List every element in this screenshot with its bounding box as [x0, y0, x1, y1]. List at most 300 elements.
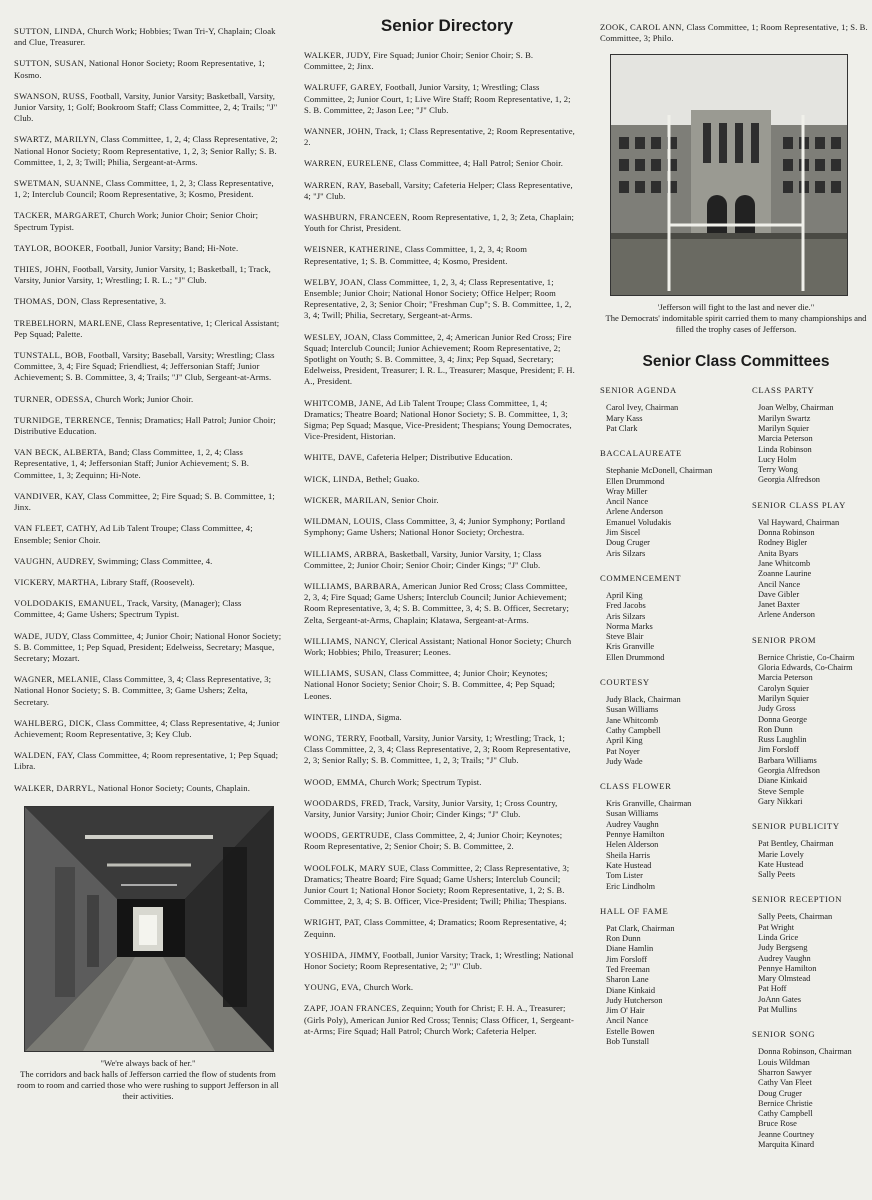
committee-title: SENIOR CLASS PLAY [752, 499, 846, 510]
committee-member: Cathy Campbell [758, 1109, 813, 1119]
committee-member: Pat Clark [606, 424, 638, 433]
committees-right-column [752, 385, 872, 1164]
committee-member: Pat Bentley, Chairman [758, 839, 834, 849]
committee-member: Marquita Kinard [758, 1140, 815, 1150]
committee-member: Sally Peets, Chairman [758, 912, 833, 922]
directory-entry [14, 674, 282, 708]
entry-activities: Football, Junior Varsity, 1; Wrestling; Class Committee, 2; Junior Court, 1; Live Wire Staff; Room Representative, 1, 2; S. B. Committee, 2; Jason Lee; "J" Club. [304, 82, 571, 115]
entry-activities: Track, Varsity, Junior Varsity, 1; Cross Country, Varsity, Junior Varsity; Junior Choir; Cinder Kings; "J" Club. [304, 797, 558, 819]
committee-member: Bruce Rose [758, 1119, 797, 1129]
entry-name: WILLIAMS, SUSAN, [304, 668, 387, 679]
entry-activities: Class Committee, 4; Room representative, 1; Pep Squad; Libra. [14, 750, 279, 772]
committee-member: Ron Dunn [606, 934, 641, 944]
entry-name: SWARTZ, MARILYN, [14, 134, 99, 145]
committee-member: Georgia Alfredson [758, 475, 820, 485]
committee-member: Doug Cruger [606, 538, 650, 548]
committee-member: Marie Lovely [758, 849, 804, 859]
hallway-caption-text: The corridors and back halls of Jefferson carried the flow of students from room to room and carried those who were rushing to support Jefferson in all their activities. [17, 1068, 279, 1101]
directory-entry [14, 598, 282, 620]
committee-member: Sharon Lane [606, 975, 649, 985]
directory-entry [304, 950, 576, 972]
directory-entry [304, 863, 576, 908]
left-entries [14, 26, 282, 794]
committee-member: Anita Byars [758, 548, 799, 558]
entry-activities: Class Representative, 3. [81, 296, 167, 307]
entry-activities: Football, Varsity, Junior Varsity, 1; Wrestling; Track, 1; Class Committee, 2, 3, 4; Class Representative, 2, 3; Room Representative, 2, 3; Senior Rally; S. B. Committee, 1, 2, 3; Trails; "J" Club. [304, 732, 571, 766]
committee-title: SENIOR PUBLICITY [752, 821, 840, 832]
committee-member: Sheila Harris [606, 850, 650, 860]
committee-member: Aris Silzars [606, 611, 646, 621]
committee-member: Fred Jacobs [606, 601, 646, 611]
committee-block [752, 385, 872, 485]
committee-member: Carol Ivey, Chairman [606, 403, 679, 413]
entry-name: WARREN, EURELENE, [304, 158, 397, 169]
entry-activities: Church Work; Junior Choir. [95, 393, 194, 404]
committee-member: Jim Forsloff [758, 745, 800, 755]
committee-member: Marilyn Squier [758, 693, 809, 703]
committee-member: Gloria Edwards, Co-Chairm [758, 663, 853, 673]
committee-member: Arlene Anderson [758, 610, 815, 620]
committee-member: Judy Black, Chairman [606, 695, 681, 705]
directory-entry [14, 491, 282, 513]
entry-name: WHITE, DAVE, [304, 452, 365, 463]
directory-entry [14, 26, 282, 48]
committee-block [752, 500, 872, 621]
entry-activities: Football, Varsity; Baseball, Varsity; Wrestling; Class Committee, 3, 4; Fire Squad; Friendliest, 4; Jeffersonian Staff; Junior Achievement; S. B. Committee, 3, 4; Trails; "J" Club, Sergeant-at-Arms. [14, 350, 275, 383]
entry-activities: Cafeteria Helper; Distributive Education. [366, 452, 513, 463]
directory-entry [14, 318, 282, 340]
entry-activities: Class Committee, 4; Class Representative, 4; Junior Achievement; Room Representative, 3; Key Club. [14, 717, 280, 739]
entry-activities: Clerical Assistant; National Honor Society; Church Work; Hobbies; Philo, Treasurer; Leones. [304, 635, 572, 657]
right-column [600, 22, 872, 1150]
committee-member: Aris Silzars [606, 548, 646, 558]
entry-name: TAYLOR, BOOKER, [14, 242, 94, 253]
entry-name: WOODS, GERTRUDE, [304, 830, 393, 841]
directory-entry [304, 777, 576, 788]
entry-name: WADE, JUDY, [14, 630, 70, 641]
directory-entry [304, 398, 576, 443]
committee-member: Jim Siscel [606, 528, 641, 538]
committee-member: Stephanie McDonell, Chairman [606, 466, 713, 476]
entry-name: VANDIVER, KAY, [14, 490, 86, 501]
directory-entry [304, 798, 576, 820]
directory-entry [14, 750, 282, 772]
entry-activities: Class Committee, 3, 4; Junior Symphony; Portland Symphony; Game Ushers; National Honor Society; Orchestra. [304, 516, 566, 538]
committee-member: Estelle Bowen [606, 1026, 655, 1036]
entry-activities: Class Committee, 1, 2, 3; Class Representative, 1, 2; Interclub Council; Room Representative, 3; Kosmo, President. [14, 178, 274, 200]
entry-name: WALKER, JUDY, [304, 50, 372, 60]
entry-activities: Class Representative, 1; Clerical Assistant; Pep Squad; Palette. [14, 317, 280, 339]
entry-name: YOSHIDA, JIMMY, [304, 949, 381, 960]
committees-title: Senior Class Committees [642, 353, 830, 371]
committee-member: April King [606, 736, 643, 746]
committee-member: JoAnn Gates [758, 994, 802, 1004]
page-title: Senior Directory [380, 16, 514, 35]
directory-entry [304, 712, 576, 723]
committee-member: April King [606, 590, 643, 600]
committee-member: Barbara Williams [758, 755, 817, 765]
directory-entry [304, 982, 576, 993]
entry-activities: Swimming; Class Committee, 4. [97, 555, 213, 566]
committee-member: Tom Lister [606, 871, 643, 881]
entry-name: WARREN, RAY, [304, 179, 367, 190]
committee-member: Kris Granville [606, 642, 655, 652]
committee-member: Marilyn Squier [758, 424, 809, 433]
entry-name: VAUGHN, AUDREY, [14, 555, 96, 566]
committee-member: Jeanne Courtney [758, 1129, 815, 1139]
committee-member: Judy Gross [758, 704, 796, 714]
committee-member: Susan Williams [606, 705, 659, 715]
committee-member: Louis Wildman [758, 1057, 810, 1067]
committee-member: Georgia Alfredson [758, 766, 820, 776]
directory-entry [304, 126, 576, 148]
committee-member: Bernice Christie, Co-Chairm [758, 652, 855, 662]
entry-name: WANNER, JOHN, [304, 126, 374, 137]
middle-column [304, 16, 576, 1047]
hallway-illustration [25, 807, 273, 1051]
committee-title: HALL OF FAME [600, 905, 669, 916]
entry-name: WAHLBERG, DICK, [14, 717, 94, 728]
committee-member: Joan Welby, Chairman [758, 403, 834, 413]
committee-member: Pat Clark, Chairman [606, 923, 675, 933]
committee-title: COURTESY [600, 677, 650, 688]
directory-entry [304, 277, 576, 322]
entry-activities: National Honor Society; Counts, Chaplain. [97, 782, 250, 793]
committee-member: Jane Whitcomb [606, 715, 659, 725]
entry-activities: Ad Lib Talent Troupe; Class Committee, 4; Ensemble; Senior Choir. [14, 523, 253, 545]
committee-member: Zoanne Laurine [758, 569, 812, 579]
committee-member: Ancil Nance [606, 497, 649, 507]
directory-entry [14, 718, 282, 740]
committee-member: Helen Alderson [606, 840, 659, 850]
entry-activities: Class Committee, 2, 4; American Junior Red Cross; Fire Squad; Interclub Council; Junior Achievement; Room Representative, 2; Spotlight on Youth; S. B. Committee, 3, 4; Jinx; Pep Squad, Secretary; Edelweiss, President, Treasurer; I. R. L., Treasurer; Masque, President; F. H. A., President. [304, 331, 575, 387]
committee-member: Ancil Nance [758, 579, 801, 589]
entry-activities: Church Work; Hobbies; Twan Tri-Y, Chaplain; Cloak and Clue, Treasurer. [14, 26, 276, 48]
school-building-photo [610, 54, 848, 296]
committee-title: SENIOR RECEPTION [752, 894, 843, 905]
entry-activities: Fire Squad; Junior Choir; Senior Choir; S. B. Committee, 2; Jinx. [304, 50, 534, 72]
directory-entry [304, 452, 576, 463]
entry-name: WRIGHT, PAT, [304, 917, 362, 928]
committee-block [600, 677, 750, 767]
committee-block [752, 1029, 872, 1150]
committee-member: Kate Hustead [758, 859, 804, 869]
entry-name: WICK, LINDA, [304, 473, 364, 484]
committee-member: Pennye Hamilton [606, 830, 665, 840]
committees-left-column [600, 385, 750, 1061]
committee-member: Marcia Peterson [758, 434, 813, 444]
directory-entry [304, 516, 576, 538]
entry-activities: Class Committee, 1, 2, 4; Class Representative, 2; National Honor Society; Room Representative, 1, 2, 3; Senior Rally; S. B. Committee, 1, 2, 3; Twill; Philia, Sergeant-at-Arms. [14, 134, 278, 167]
entry-name: ZAPF, JOAN FRANCES, [304, 1003, 400, 1014]
entry-activities: Football, Varsity, Junior Varsity, 1; Basketball, 1; Track, Varsity, Junior Varsity, 1; Wrestling; I. R. L.; "J" Club. [14, 264, 271, 286]
entry-activities: Class Committee, 4; Junior Choir; National Honor Society; S. B. Committee, 1; Pep Squad, President; Edelweiss, Secretary; Masque, Secretary; Mozart. [14, 630, 282, 663]
school-caption [600, 302, 872, 335]
committee-member: Judy Wade [606, 756, 643, 766]
entry-activities: Football, Junior Varsity; Band; Hi-Note. [95, 242, 239, 253]
hallway-photo [24, 806, 274, 1052]
entry-activities: Class Committee, 3, 4; Class Representative, 3; National Honor Society; S. B. Committee, 3; Game Ushers; Zelta, Secretary. [14, 674, 272, 707]
directory-entry [304, 917, 576, 939]
committee-member: Steve Blair [606, 632, 644, 642]
committee-member: Linda Robinson [758, 444, 812, 454]
committee-member: Lucy Holm [758, 454, 797, 464]
entry-activities: Class Committee, 2; Class Representative, 3; Dramatics; Theatre Board; Fire Squad; Game Ushers; Interclub Council; Junior Court 1; National Honor Society; Room Representative, 1, 2; S. B. Committee, 2, 3, 4; S. B. Officer, Vice-President; Twill; Philia; Thespians. [304, 862, 570, 907]
committee-member: Bernice Christie [758, 1098, 813, 1108]
committee-member: Donna Robinson, Chairman [758, 1047, 852, 1057]
entry-name: WASHBURN, FRANCEEN, [304, 212, 410, 223]
committee-member: Diane Hamlin [606, 944, 654, 954]
entry-name: SUTTON, SUSAN, [14, 58, 87, 69]
committee-member: Cathy Campbell [606, 725, 661, 735]
directory-entry [304, 668, 576, 702]
directory-entry [14, 394, 282, 405]
directory-entry [304, 158, 576, 169]
directory-entry [304, 50, 576, 72]
committee-block [752, 894, 872, 1015]
entry-name: THIES, JOHN, [14, 264, 71, 275]
committee-member: Diane Kinkaid [758, 776, 808, 786]
directory-entry [14, 556, 282, 567]
directory-entry [304, 549, 576, 571]
entry-name: WHITCOMB, JANE, [304, 397, 384, 408]
committee-member: Judy Hutcherson [606, 995, 663, 1005]
committee-member: Ted Freeman [606, 964, 650, 974]
entry-name: WALRUFF, GAREY, [304, 82, 383, 93]
entry-name: VAN FLEET, CATHY, [14, 523, 98, 534]
committee-member: Sally Peets [758, 870, 795, 880]
committee-member: Pennye Hamilton [758, 963, 817, 973]
directory-entry [304, 733, 576, 767]
entry-activities: Class Committee, 1, 2, 3, 4; Room Representative, 1; S. B. Committee, 4; Kosmo, President. [304, 244, 527, 266]
entry-activities: Church Work. [363, 982, 414, 993]
entry-activities: Football, Junior Varsity; Track, 1; Wrestling; National Honor Society; Room Representative, 2; "J" Club. [304, 949, 574, 971]
committee-member: Audrey Vaughn [758, 953, 811, 963]
committee-member: Doug Cruger [758, 1088, 802, 1098]
committee-member: Donna George [758, 714, 807, 724]
entry-activities: American Junior Red Cross; Class Committee, 2, 3, 4; Fire Squad; Game Ushers; Interclub Council; Junior Achievement; Room Representative, 3, 4; S. B. Committee, 3, 4; S. B. Officer, Secretary; Zelta, Sergeant-at-Arms, Chaplain; Klatawa, Sergeant-at-Arms. [304, 580, 570, 625]
directory-entry [14, 523, 282, 545]
directory-entry [14, 134, 282, 168]
entry-activities: National Honor Society; Room Representative, 1; Kosmo. [14, 58, 265, 80]
entry-activities: Church Work; Spectrum Typist. [369, 776, 482, 787]
entry-name: TURNER, ODESSA, [14, 393, 93, 404]
directory-entry [304, 636, 576, 658]
right-entries [600, 22, 872, 44]
directory-entry [304, 1003, 576, 1037]
committee-member: Jim Forsloff [606, 954, 648, 964]
committee-member: Russ Laughlin [758, 735, 807, 745]
directory-entry [14, 210, 282, 232]
directory-entry [14, 91, 282, 125]
committee-member: Pat Hoff [758, 984, 787, 994]
entry-name: SWETMAN, SUANNE, [14, 178, 104, 189]
directory-entry [14, 415, 282, 437]
committee-block [752, 635, 872, 807]
committee-member: Ancil Nance [606, 1016, 649, 1026]
committee-title: BACCALAUREATE [600, 448, 682, 459]
directory-entry [14, 783, 282, 794]
committee-member: Jim O' Hair [606, 1006, 645, 1016]
committee-member: Kate Hustead [606, 860, 652, 870]
committee-title: COMMENCEMENT [600, 572, 682, 583]
entry-activities: Class Committee, 2; Fire Squad; S. B. Committee, 1; Jinx. [14, 490, 275, 513]
entry-name: WONG, TERRY, [304, 732, 368, 743]
entry-activities: Class Committee, 1; Room Representative, 1; S. B. Committee, 3; Philo. [600, 22, 868, 44]
committee-member: Gary Nikkari [758, 796, 803, 806]
entry-name: TREBELHORN, MARLENE, [14, 317, 125, 328]
directory-entry [600, 22, 872, 44]
committee-member: Rodney Bigler [758, 538, 808, 548]
entry-activities: Class Committee, 4; Dramatics; Room Representative, 4; Zequinn. [304, 917, 567, 939]
committee-block [600, 906, 750, 1048]
entry-activities: Sigma. [377, 711, 402, 722]
entry-activities: Track, 1; Class Representative, 2; Room Representative, 2. [304, 126, 575, 148]
entry-name: WALKER, DARRYL, [14, 782, 96, 793]
committee-member: Steve Semple [758, 786, 804, 796]
committee-member: Ellen Drummond [606, 476, 665, 486]
directory-entry [14, 631, 282, 665]
committee-member: Susan Williams [606, 809, 659, 819]
entry-activities: Tennis; Dramatics; Hall Patrol; Junior Choir; Distributive Education. [14, 414, 276, 437]
committee-title: SENIOR PROM [752, 634, 817, 645]
entry-name: VAN BECK, ALBERTA, [14, 447, 107, 458]
entry-activities: Church Work; Junior Choir; Senior Choir; Spectrum Typist. [14, 210, 259, 232]
committee-member: Bob Tunstall [606, 1037, 650, 1047]
entry-name: WELBY, JOAN, [304, 276, 366, 287]
committee-member: Audrey Vaughn [606, 819, 659, 829]
committee-block [600, 448, 750, 559]
entry-activities: Class Committee, 4; Junior Choir; Keynotes; National Honor Society; Senior Choir; S. B. Committee, 4; Pep Squad; Leones. [304, 668, 555, 701]
committee-member: Pat Noyer [606, 746, 640, 756]
directory-entry [304, 581, 576, 626]
school-caption-text: The Democrats' indomitable spirit carried them to many championships and filled the trophy cases of Jefferson. [605, 313, 867, 335]
committee-member: Ellen Drummond [606, 652, 665, 662]
directory-entry [304, 244, 576, 266]
entry-name: TUNSTALL, BOB, [14, 350, 87, 361]
committee-member: Linda Grice [758, 932, 799, 942]
committee-member: Judy Bergseng [758, 943, 808, 953]
directory-entry [14, 447, 282, 481]
committee-member: Val Hayward, Chairman [758, 517, 840, 527]
directory-entry [304, 830, 576, 852]
hallway-caption [14, 1058, 282, 1102]
committee-member: Pat Mullins [758, 1005, 797, 1015]
committee-member: Pat Wright [758, 922, 795, 932]
directory-entry [304, 332, 576, 388]
entry-activities: Zequinn; Youth for Christ; F. H. A., Treasurer; (Girls Poly), American Junior Red Cross; Tennis; Class Officer, 1, Sergeant-at-Arms; Fire Squad; Hall Patrol; Church Work; Cafeteria Helper. [304, 1003, 574, 1036]
entry-name: WINTER, LINDA, [304, 711, 375, 722]
entry-name: THOMAS, DON, [14, 296, 79, 307]
entry-name: WAGNER, MELANIE, [14, 674, 101, 685]
entry-activities: Band; Class Committee, 1, 2, 4; Class Representative, 1, 4; Jeffersonian Staff; Junior Achievement; S. B. Committee, 1, 3; Zequinn; Hi-Note. [14, 447, 250, 480]
committee-member: Marilyn Swartz [758, 413, 811, 423]
entry-activities: Baseball, Varsity; Cafeteria Helper; Class Representative, 4; "J" Club. [304, 179, 573, 201]
directory-entry [14, 296, 282, 307]
committee-block [600, 385, 750, 434]
directory-entry [304, 474, 576, 485]
entry-name: VICKERY, MARTHA, [14, 576, 99, 587]
entry-name: WALDEN, FAY, [14, 750, 75, 761]
entry-name: VOLDODAKIS, EMANUEL, [14, 598, 125, 609]
entry-name: WILLIAMS, BARBARA, [304, 580, 401, 591]
directory-entry [14, 264, 282, 286]
committee-member: Jane Whitcomb [758, 558, 811, 568]
entry-name: WILLIAMS, NANCY, [304, 635, 388, 646]
committee-member: Terry Wong [758, 465, 798, 475]
committee-member: Janet Baxter [758, 600, 800, 610]
committee-member: Ron Dunn [758, 724, 793, 734]
entry-activities: Senior Choir. [391, 494, 439, 505]
committee-member: Cathy Van Fleet [758, 1078, 812, 1088]
committee-member: Mary Olmstead [758, 974, 811, 984]
entry-name: SWANSON, RUSS, [14, 90, 88, 101]
entry-name: TURNIDGE, TERRENCE, [14, 414, 115, 425]
school-building-illustration [611, 55, 847, 295]
entry-name: WILDMAN, LOUIS, [304, 516, 383, 527]
entry-name: WESLEY, JOAN, [304, 331, 371, 342]
entry-activities: Bethel; Guako. [365, 473, 420, 484]
hallway-caption-quote: "We're always back of her." [100, 1057, 196, 1068]
entry-name: SUTTON, LINDA, [14, 26, 86, 36]
directory-entry [304, 180, 576, 202]
entry-activities: Class Committee, 2, 4; Junior Choir; Keynotes; Room Representative, 2; Senior Choir; S. B. Committee, 2. [304, 830, 563, 852]
committee-member: Dave Gibler [758, 589, 800, 599]
left-column [14, 26, 282, 1102]
directory-entry [14, 58, 282, 80]
entry-activities: Track, Varsity, (Manager); Class Committee, 4; Game Ushers; Spectrum Typist. [14, 598, 242, 620]
entry-activities: Library Staff, (Roosevelt). [100, 576, 195, 587]
committee-member: Eric Lindholm [606, 881, 656, 891]
entry-activities: Ad Lib Talent Troupe; Class Committee, 1, 4; Dramatics; Theatre Board; National Honor Society; S. B. Committee, 1, 3; Sigma; Pep Squad; Masque, Vice-President; Thespians; Young Democrates, Vice-President, Historian. [304, 397, 572, 442]
entry-name: WOOD, EMMA, [304, 776, 368, 787]
committee-block [752, 821, 872, 880]
entry-activities: Football, Varsity, Junior Varsity; Basketball, Varsity, Junior Varsity, 1; Golf; Bookroom Staff; Class Committee, 2, 4; Trails; "J" Club. [14, 90, 278, 124]
committee-title: SENIOR AGENDA [600, 385, 677, 396]
committee-title: CLASS FLOWER [600, 781, 672, 792]
entry-name: ZOOK, CAROL ANN, [600, 22, 685, 32]
committee-member: Carolyn Squier [758, 683, 809, 693]
committee-member: Norma Marks [606, 621, 653, 631]
directory-entry [14, 243, 282, 254]
committee-member: Wray Miller [606, 486, 648, 496]
entry-name: WEISNER, KATHERINE, [304, 244, 403, 255]
committee-member: Emanuel Voludakis [606, 517, 672, 527]
entry-activities: Class Committee, 1, 2, 3, 4; Class Representative, 1; Ensemble; Junior Choir; National Honor Society; Office Helper; Room Representative, 2, 3; Senior Choir; "Freshman Cup"; S. B. Committee, 1, 2, 3, 4; Twill; Philia, Secretary, Sergeant-at-Arms. [304, 276, 572, 321]
entry-activities: Class Committee, 4; Hall Patrol; Senior Choir. [398, 158, 564, 169]
directory-entry [14, 178, 282, 200]
entry-name: WOODARDS, FRED, [304, 797, 387, 808]
committee-member: Donna Robinson [758, 528, 815, 538]
entry-name: YOUNG, EVA, [304, 982, 362, 993]
committee-title: SENIOR SONG [752, 1029, 816, 1040]
entry-name: WICKER, MARILAN, [304, 494, 390, 505]
committee-member: Kris Granville, Chairman [606, 799, 692, 809]
committee-block [600, 573, 750, 663]
entry-name: TACKER, MARGARET, [14, 210, 107, 221]
middle-entries [304, 50, 576, 1037]
entry-name: WOOLFOLK, MARY SUE, [304, 862, 408, 873]
school-caption-quote: 'Jefferson will fight to the last and never die." [657, 302, 815, 313]
committee-member: Marcia Peterson [758, 673, 813, 683]
directory-entry [14, 350, 282, 384]
committees-grid [600, 385, 872, 1150]
entry-name: WILLIAMS, ARBRA, [304, 548, 388, 559]
committee-member: Sharron Sawyer [758, 1067, 812, 1077]
committee-title: CLASS PARTY [752, 385, 815, 396]
directory-entry [304, 82, 576, 116]
directory-entry [14, 577, 282, 588]
